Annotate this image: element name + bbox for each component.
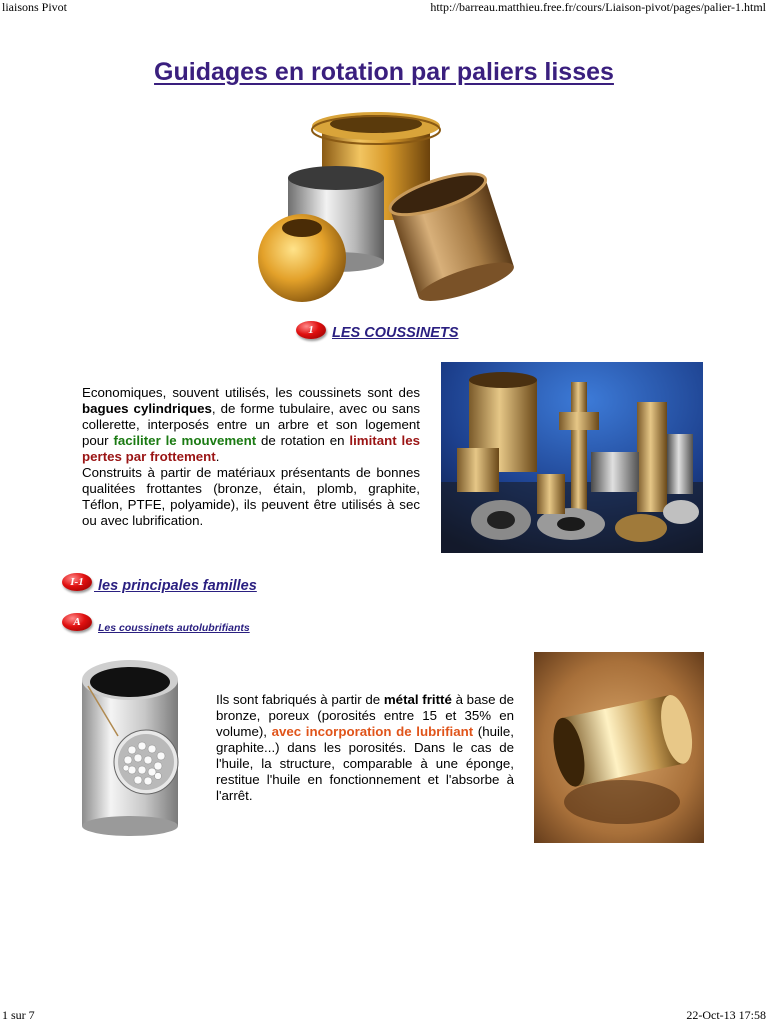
bronze-bushing-photo [534,652,704,843]
sintered-bushing-illustration [66,650,196,840]
page-title: Guidages en rotation par paliers lisses [154,58,614,86]
section-letter-badge: A [62,613,92,631]
section-number-badge: I-1 [62,573,92,591]
print-footer-date: 22-Oct-13 17:58 [686,1008,766,1022]
section-heading-principales-familles: les principales familles [94,578,257,594]
print-footer-page: 1 sur 7 [2,1008,35,1022]
assorted-bearings-photo [441,362,703,553]
section-number-badge: 1 [296,321,326,339]
bushings-hero-image [252,110,514,304]
coussinets-description: Economiques, souvent utilisés, les coussinets sont des bagues cylindriques, de forme tubulaire, avec ou sans collerette, interposés entre un arbre et son logement pour faciliter le mouvement de rotation en limitant les pertes par frottement. Construits à partir de matériaux présentants de bonnes qualitées frottantes (bronze, étain, plomb, graphite, Téflon, PTFE, polyamide), ils peuvent être utilisés à sec ou avec lubrification. [82,385,421,528]
print-header-title: liaisons Pivot [2,0,68,14]
section-heading-autolubrifiants: Les coussinets autolubrifiants [98,622,250,634]
autolubrifiants-description: Ils sont fabriqués à partir de métal fritté à base de bronze, poreux (porosités entre 15 et 35% en volume), avec incorporation de lubrifiant (huile, graphite...) dans les porosités. Dans le cas de l'huile, la structure, comparable à une éponge, restitue l'huile en fonctionnement et l'absorbe à l'arrêt. [216,692,514,803]
section-heading-coussinets: LES COUSSINETS [332,325,459,341]
print-header-url: http://barreau.matthieu.free.fr/cours/Liaison-pivot/pages/palier-1.html [430,0,766,14]
